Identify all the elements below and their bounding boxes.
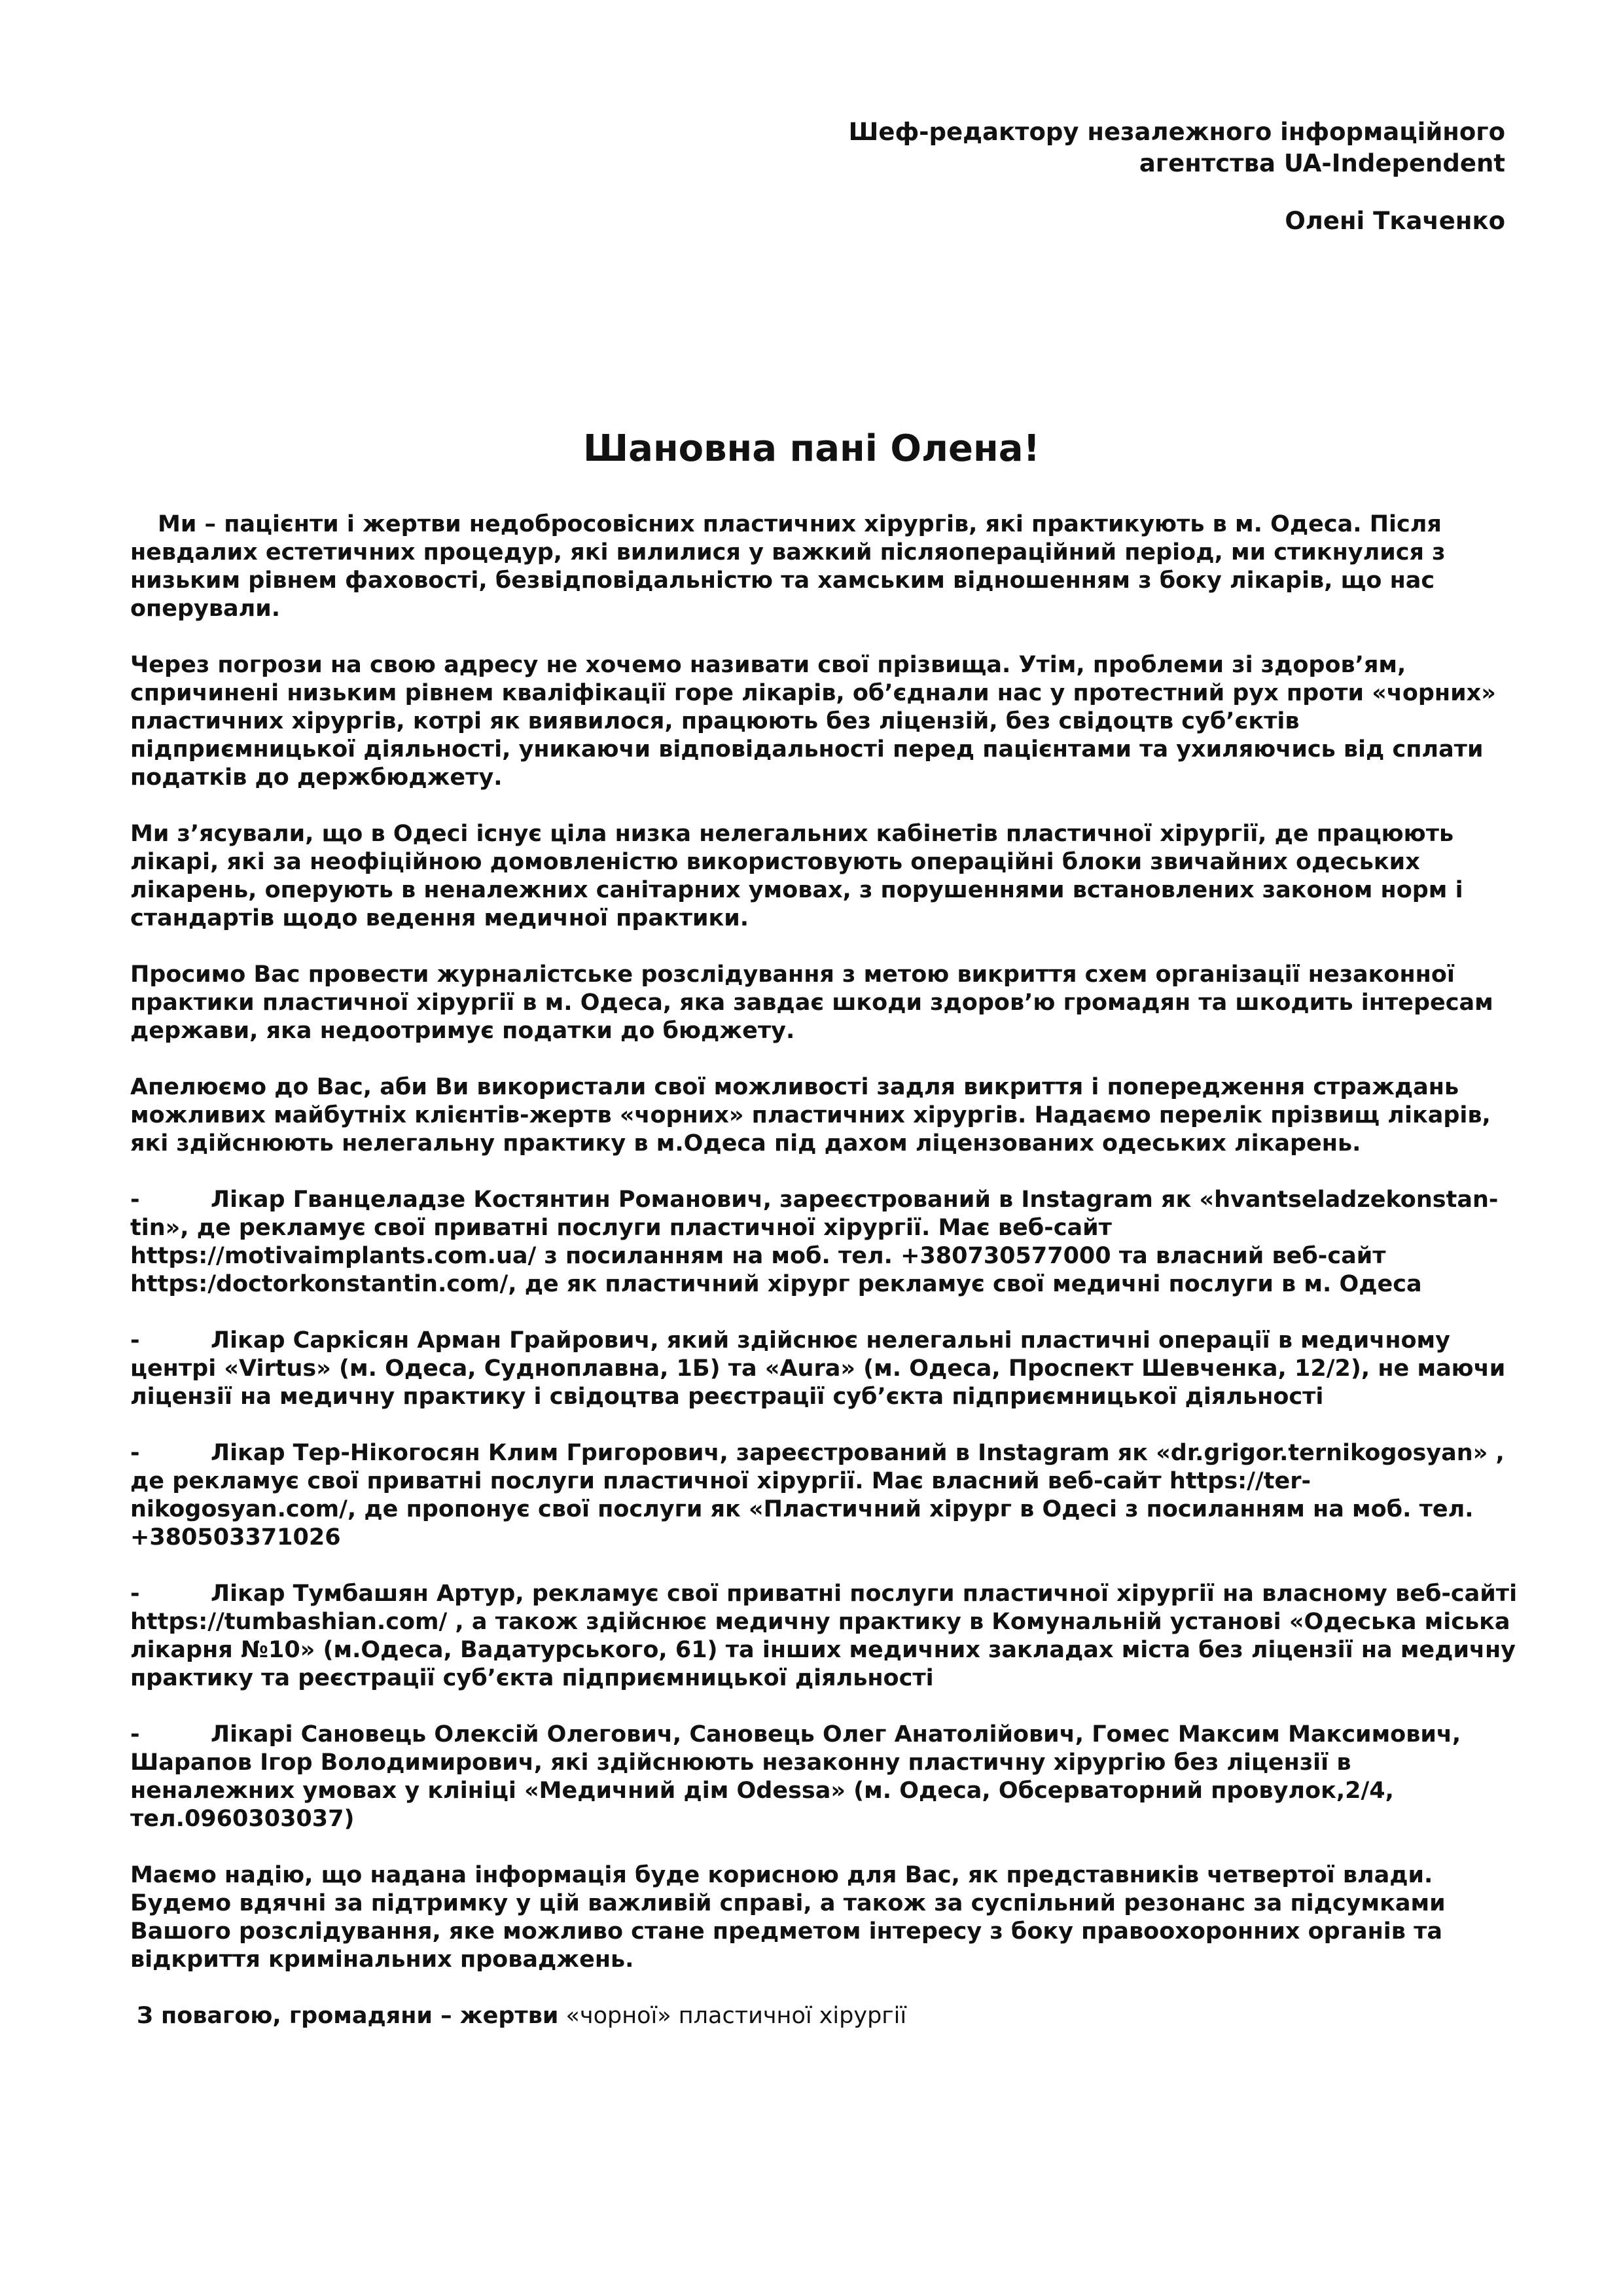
signoff-suffix: «чорної» пластичної хірургії <box>558 2003 907 2029</box>
addressee-name: Олені Ткаченко <box>1285 207 1505 235</box>
addressee-gap <box>589 179 1505 206</box>
addressee-title-line-2: агентства UA-Independent <box>1139 149 1505 177</box>
list-item-text: Лікар Тер-Нікогосян Клим Григорович, зареєстрований в Instagram як «dr.grigor.ternikogosyan» , де рекламує свої приватні послуги пластичної хірургії. Має власний веб-сайт https://ter-nikogosyan.com/, де пропонує свої послуги як «Пластичний хірург в Одесі з посиланням на моб. тел. +380503371026 <box>130 1440 1505 1551</box>
list-dash: - <box>130 1187 140 1213</box>
salutation-heading: Шановна пані Олена! <box>582 427 1041 470</box>
list-dash: - <box>130 1581 140 1607</box>
addressee-block <box>589 117 1505 237</box>
list-dash: - <box>130 1327 140 1354</box>
list-item-text: Лікар Тумбашян Артур, рекламує свої приватні послуги пластичної хірургії на власному веб-сайті https://tumbashian.com/ , а також здійснює медичну практику в Комунальній установі «Одеська міська лікарня №10» (м.Одеса, Вадатурського, 61) та інших медичних закладах міста без ліцензії на медичну практику та реєстрації суб’єкта підприємницької діяльності <box>130 1581 1518 1691</box>
list-dash: - <box>130 1440 140 1466</box>
letter-body <box>130 511 1518 2058</box>
doctor-list-item <box>130 1721 1518 1833</box>
doctor-list-item <box>130 1327 1518 1411</box>
doctor-list-item <box>130 1580 1518 1693</box>
paragraph-threats: Через погрози на свою адресу не хочемо називати свої прізвища. Утім, проблеми зі здоров’ям, спричинені низьким рівнем кваліфікації горе лікарів, об’єднали нас у протестний рух проти «чорних» пластичних хірургів, котрі як виявилося, працюють без ліцензій, без свідоцтв суб’єктів підприємницької діяльності, уникаючи відповідальності перед пацієнтами та ухиляючись від сплати податків до держбюджету. <box>130 652 1496 791</box>
list-dash: - <box>130 1721 140 1748</box>
paragraph-appeal: Апелюємо до Вас, аби Ви використали свої можливості задля викриття і попередження страждань можливих майбутніх клієнтів-жертв «чорних» пластичних хірургів. Надаємо перелік прізвищ лікарів, які здійснюють нелегальну практику в м.Одеса під дахом ліцензованих одеських лікарень. <box>130 1074 1491 1157</box>
signoff-prefix: З повагою, громадяни – жертви <box>137 2003 559 2029</box>
list-item-text: Лікар Саркісян Арман Грайрович, який здійснює нелегальні пластичні операції в медичному центрі «Virtus» (м. Одеса, Судноплавна, 1Б) та «Aura» (м. Одеса, Проспект Шевченка, 12/2), не маючи ліцензії на медичну практику і свідоцтва реєстрації суб’єкта підприємницької діяльності <box>130 1327 1506 1410</box>
doctor-list-item <box>130 1439 1518 1552</box>
list-item-text: Лікарі Сановець Олексій Олегович, Сановець Олег Анатолійович, Гомес Максим Максимович, Шарапов Ігор Володимирович, які здійснюють незаконну пластичну хірургію без ліцензії в неналежних умовах у клініці «Медичний дім Odessa» (м. Одеса, Обсерваторний провулок,2/4, тел.0960303037) <box>130 1721 1461 1832</box>
doctor-list-item <box>130 1186 1518 1299</box>
paragraph-request: Просимо Вас провести журналістське розслідування з метою викриття схем організації незаконної практики пластичної хірургії в м. Одеса, яка завдає шкоди здоров’ю громадян та шкодить інтересам держави, яка недоотримує податки до бюджету. <box>130 961 1493 1044</box>
paragraph-illegal-offices: Ми з’ясували, що в Одесі існує ціла низка нелегальних кабінетів пластичної хірургії, де працюють лікарі, які за неофіційною домовленістю використовують операційні блоки звичайних одеських лікарень, оперують в неналежних санітарних умовах, з порушеннями встановлених законом норм і стандартів щодо ведення медичної практики. <box>130 821 1463 931</box>
list-item-text: Лікар Гванцеладзе Костянтин Романович, зареєстрований в Instagram як «hvantseladzekonstan-tin», де рекламує свої приватні послуги пластичної хірургії. Має веб-сайт https://motivaimplants.com.ua/ з посиланням на моб. тел. +380730577000 та власний веб-сайт https:/doctorkonstantin.com/, де як пластичний хірург рекламує свої медичні послуги в м. Одеса <box>130 1187 1499 1297</box>
paragraph-intro: Ми – пацієнти і жертви недобросовісних пластичних хірургів, які практикують в м. Одеса. Після невдалих естетичних процедур, які вилилися у важкий післяопераційний період, ми стикнулися з низьким рівнем фаховості, безвідповідальністю та хамським відношенням з боку лікарів, що нас оперували. <box>130 511 1446 622</box>
addressee-title-line-1: Шеф-редактору незалежного інформаційного <box>848 118 1505 146</box>
paragraph-closing: Маємо надію, що надана інформація буде корисною для Вас, як представників четвертої влади. Будемо вдячні за підтримку у цій важливій справі, а також за суспільний резонанс за підсумками Вашого розслідування, яке можливо стане предметом інтересу з боку правоохоронних органів та відкриття кримінальних проваджень. <box>130 1862 1446 1973</box>
signoff <box>130 2002 1518 2030</box>
